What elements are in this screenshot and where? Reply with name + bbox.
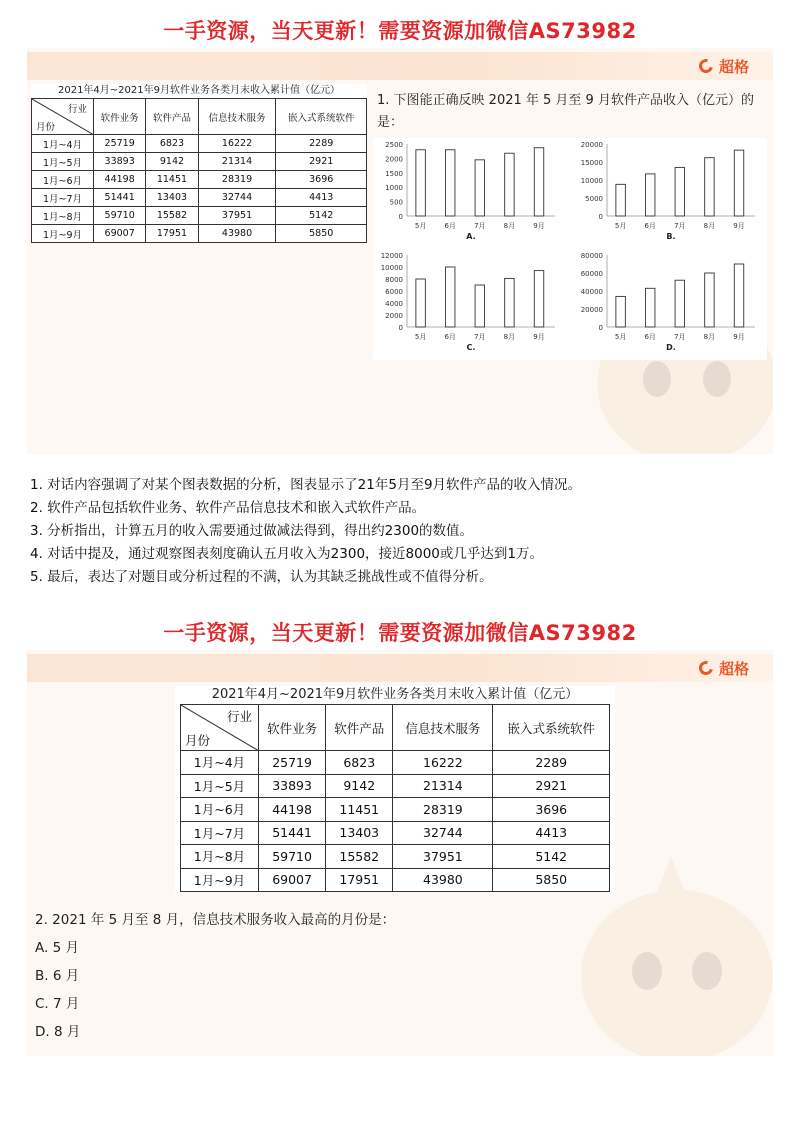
answer-option-d[interactable]: D. 8 月 (35, 1024, 81, 1040)
table-row (32, 171, 367, 189)
y-tick-label: 2000 (385, 155, 403, 164)
cell: 69007 (94, 225, 146, 243)
table-title: 2021年4月~2021年9月软件业务各类月末收入累计值（亿元） (57, 85, 340, 96)
y-tick-label: 1000 (385, 184, 403, 193)
answer-option-b[interactable]: B. 6 月 (35, 968, 80, 984)
question-1-text: 1. 下图能正确反映 2021 年 5 月至 9 月软件产品收入（亿元）的是： (377, 93, 754, 130)
cell: 51441 (94, 189, 146, 207)
cell: 37951 (198, 207, 276, 225)
cell: 2289 (276, 135, 367, 153)
table-row (181, 845, 610, 869)
brand-g-icon (696, 658, 715, 677)
y-tick-label: 1500 (385, 169, 403, 178)
table-row (32, 153, 367, 171)
y-tick-label: 40000 (580, 288, 603, 296)
x-tick-label: 9月 (533, 222, 545, 230)
chart-option-label: C. (466, 343, 476, 352)
note-item: 3. 分析指出，计算五月的收入需要通过做减法得到，得出约2300的数值。 (30, 523, 474, 539)
cell: 1月~6月 (32, 171, 94, 189)
answer-option-a[interactable]: A. 5 月 (35, 940, 79, 956)
bar (416, 150, 425, 216)
cell: 1月~8月 (181, 845, 259, 869)
cell: 1月~9月 (32, 225, 94, 243)
chart-option-label: A. (466, 232, 476, 241)
cell: 4413 (493, 821, 610, 845)
table-header: 软件业务 (94, 99, 146, 135)
table-header: 嵌入式系统软件 (276, 99, 367, 135)
x-tick-label: 5月 (614, 222, 627, 230)
cell: 6823 (146, 135, 198, 153)
cell: 13403 (326, 821, 393, 845)
cell: 1月~5月 (181, 774, 259, 798)
cell: 51441 (259, 821, 326, 845)
cell: 2921 (276, 153, 367, 171)
x-tick-label: 7月 (674, 222, 686, 230)
cell: 28319 (198, 171, 276, 189)
y-tick-label: 2000 (385, 312, 403, 320)
cell: 5142 (493, 845, 610, 869)
table-header: 信息技术服务 (198, 99, 276, 135)
table-row (181, 821, 610, 845)
y-tick-label: 10000 (580, 177, 603, 185)
chart-options (373, 138, 767, 360)
x-tick-label: 8月 (703, 222, 716, 230)
y-tick-label: 8000 (385, 276, 403, 284)
cell: 3696 (276, 171, 367, 189)
revenue-table (180, 704, 610, 892)
x-tick-label: 8月 (503, 333, 516, 341)
question-2-panel (27, 616, 773, 1056)
chart-option-d (581, 252, 755, 352)
table-row (32, 189, 367, 207)
x-tick-label: 7月 (474, 222, 486, 230)
bar (445, 267, 454, 327)
cell: 16222 (393, 751, 493, 775)
cell: 1月~7月 (32, 189, 94, 207)
cell: 6823 (326, 751, 393, 775)
y-tick-label: 60000 (580, 270, 603, 278)
cell: 28319 (393, 798, 493, 822)
y-tick-label: 0 (598, 324, 603, 332)
corner-month-label: 月份 (36, 122, 56, 133)
brand-text: 超格 (718, 57, 749, 76)
cell: 1月~4月 (181, 751, 259, 775)
cell: 5142 (276, 207, 367, 225)
bar (505, 153, 514, 216)
cell: 21314 (198, 153, 276, 171)
x-tick-label: 8月 (503, 222, 516, 230)
question-2-text: 2. 2021 年 5 月至 8 月，信息技术服务收入最高的月份是： (35, 912, 396, 928)
cell: 59710 (259, 845, 326, 869)
cell: 44198 (94, 171, 146, 189)
brand-g-icon (696, 56, 715, 75)
y-tick-label: 80000 (580, 252, 603, 260)
cell: 43980 (198, 225, 276, 243)
table-header: 嵌入式系统软件 (493, 705, 610, 751)
bar (734, 150, 743, 216)
question-2 (35, 906, 395, 1046)
cell: 9142 (146, 153, 198, 171)
note-item: 4. 对话中提及，通过观察图表刻度确认五月收入为2300，接近8000或几乎达到1万。 (30, 546, 543, 562)
x-tick-label: 7月 (474, 333, 486, 341)
cell: 11451 (326, 798, 393, 822)
table-row (32, 135, 367, 153)
table-row (32, 225, 367, 243)
cell: 37951 (393, 845, 493, 869)
table-corner-cell (32, 99, 94, 135)
question-1-panel (27, 14, 773, 454)
cell: 16222 (198, 135, 276, 153)
table-row (181, 751, 610, 775)
bar (445, 150, 454, 216)
cell: 25719 (259, 751, 326, 775)
bar (505, 278, 514, 327)
cell: 69007 (259, 868, 326, 892)
cell: 1月~4月 (32, 135, 94, 153)
cell: 33893 (94, 153, 146, 171)
table-header: 信息技术服务 (393, 705, 493, 751)
cell: 44198 (259, 798, 326, 822)
bar (534, 148, 543, 216)
cell: 11451 (146, 171, 198, 189)
bar (416, 279, 425, 327)
x-tick-label: 5月 (414, 222, 427, 230)
x-tick-label: 8月 (703, 333, 716, 341)
x-tick-label: 9月 (533, 333, 545, 341)
cell: 43980 (393, 868, 493, 892)
y-tick-label: 0 (398, 213, 403, 221)
cell: 3696 (493, 798, 610, 822)
brand-logo (699, 54, 749, 78)
brand-band (27, 654, 773, 682)
table-header: 软件产品 (326, 705, 393, 751)
x-tick-label: 5月 (414, 333, 427, 341)
cell: 33893 (259, 774, 326, 798)
x-tick-label: 9月 (733, 333, 745, 341)
revenue-table (31, 98, 367, 243)
table-row (181, 774, 610, 798)
chart-option-c (381, 252, 555, 352)
bar (734, 264, 743, 327)
cell: 15582 (326, 845, 393, 869)
answer-option-c[interactable]: C. 7 月 (35, 996, 80, 1012)
note-item: 1. 对话内容强调了对某个图表数据的分析，图表显示了21年5月至9月软件产品的收入情况。 (30, 477, 582, 493)
bar (705, 158, 714, 216)
cell: 15582 (146, 207, 198, 225)
brand-text: 超格 (718, 659, 749, 678)
cell: 32744 (393, 821, 493, 845)
note-item: 5. 最后，表达了对题目或分析过程的不满，认为其缺乏挑战性或不值得分析。 (30, 569, 493, 585)
cell: 13403 (146, 189, 198, 207)
cell: 17951 (326, 868, 393, 892)
cell: 32744 (198, 189, 276, 207)
x-tick-label: 9月 (733, 222, 745, 230)
y-tick-label: 2500 (385, 141, 403, 149)
bar (534, 271, 543, 327)
cell: 59710 (94, 207, 146, 225)
corner-month-label: 月份 (185, 733, 211, 748)
cell: 5850 (493, 868, 610, 892)
analysis-notes (30, 474, 770, 589)
cell: 25719 (94, 135, 146, 153)
brand-logo (699, 656, 749, 680)
cell: 9142 (326, 774, 393, 798)
x-tick-label: 6月 (644, 222, 656, 230)
y-tick-label: 12000 (380, 252, 403, 260)
y-tick-label: 6000 (385, 288, 403, 296)
bar (616, 184, 625, 216)
y-tick-label: 0 (598, 213, 603, 221)
y-tick-label: 20000 (580, 306, 603, 314)
corner-industry-label: 行业 (67, 104, 87, 115)
table-header: 软件产品 (146, 99, 198, 135)
y-tick-label: 15000 (580, 159, 603, 167)
bar (675, 280, 684, 327)
y-tick-label: 0 (398, 324, 403, 332)
bar (475, 285, 484, 327)
y-tick-label: 10000 (380, 264, 403, 272)
y-tick-label: 5000 (585, 195, 603, 203)
promo-banner: 一手资源，当天更新！需要资源加微信AS73982 (27, 14, 773, 48)
table-row (32, 207, 367, 225)
cell: 17951 (146, 225, 198, 243)
chart-grid (373, 138, 767, 360)
bar (645, 174, 654, 216)
x-tick-label: 7月 (674, 333, 686, 341)
brand-band (27, 52, 773, 80)
bar (645, 288, 654, 327)
y-tick-label: 500 (389, 198, 403, 207)
cell: 1月~9月 (181, 868, 259, 892)
x-tick-label: 6月 (444, 333, 456, 341)
cell: 1月~8月 (32, 207, 94, 225)
cell: 2921 (493, 774, 610, 798)
y-tick-label: 20000 (580, 141, 603, 149)
cell: 1月~7月 (181, 821, 259, 845)
revenue-table-large (175, 686, 615, 892)
table-title: 2021年4月~2021年9月软件业务各类月末收入累计值（亿元） (211, 687, 579, 702)
cell: 1月~5月 (32, 153, 94, 171)
x-tick-label: 6月 (444, 222, 456, 230)
bar (616, 296, 625, 327)
bar (705, 273, 714, 327)
x-tick-label: 6月 (644, 333, 656, 341)
table-header: 软件业务 (259, 705, 326, 751)
chart-option-label: B. (666, 232, 676, 241)
corner-industry-label: 行业 (226, 709, 252, 724)
table-row (181, 868, 610, 892)
cell: 5850 (276, 225, 367, 243)
x-tick-label: 5月 (614, 333, 627, 341)
promo-banner: 一手资源，当天更新！需要资源加微信AS73982 (27, 616, 773, 650)
y-tick-label: 4000 (385, 300, 403, 308)
cell: 21314 (393, 774, 493, 798)
chart-option-b (581, 141, 755, 241)
cell: 4413 (276, 189, 367, 207)
table-corner-cell (181, 705, 259, 751)
revenue-table-small (31, 84, 367, 243)
cell: 1月~6月 (181, 798, 259, 822)
bar (675, 167, 684, 216)
note-item: 2. 软件产品包括软件业务、软件产品信息技术和嵌入式软件产品。 (30, 500, 426, 516)
chart-option-a (385, 141, 555, 241)
bar (475, 160, 484, 216)
table-row (181, 798, 610, 822)
cell: 2289 (493, 751, 610, 775)
chart-option-label: D. (666, 343, 676, 352)
